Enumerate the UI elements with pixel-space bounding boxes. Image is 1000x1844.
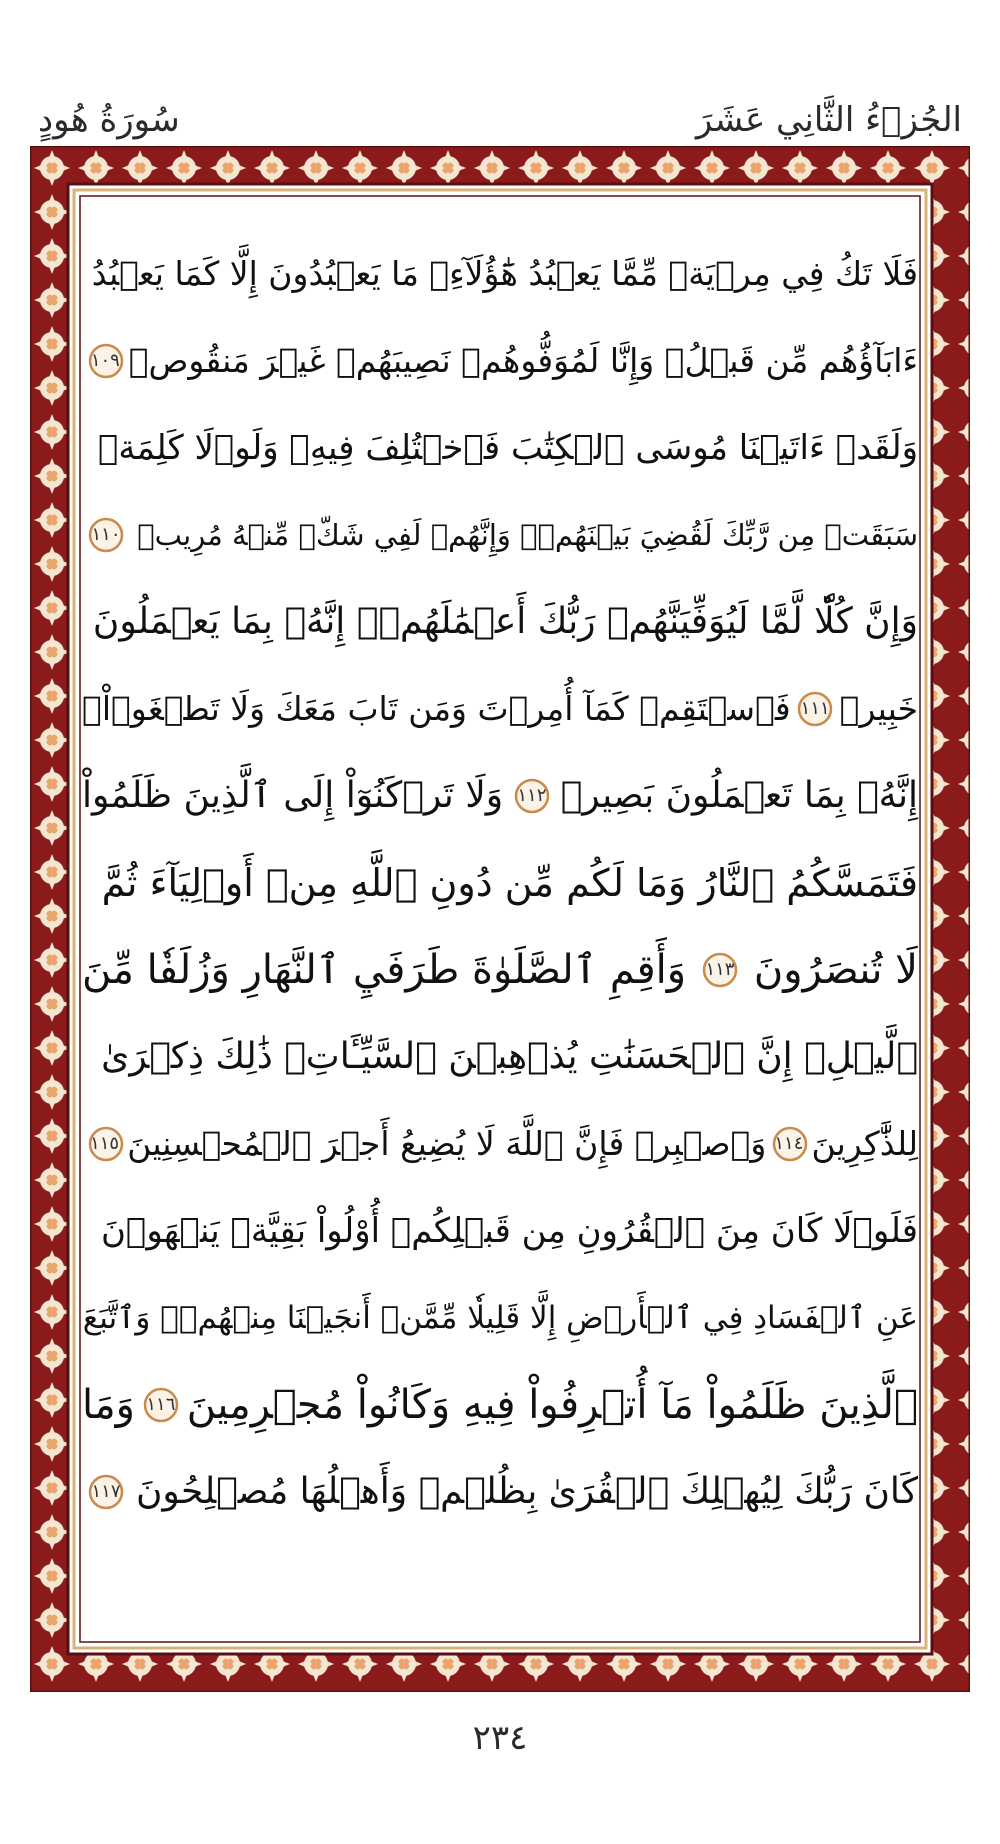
quran-text [82,230,918,1608]
ayah-number-marker: ١٠٩ [88,343,123,379]
text-line [82,1448,918,1535]
ayah-number-marker: ١١٥ [88,1126,121,1162]
verse-text: عَنِ ٱلۡفَسَادِ فِي ٱلۡأَرۡضِ إِلَّا قَلِيلٗا مِّمَّنۡ أَنجَيۡنَا مِنۡهُمۡۗ وَٱتَّبَعَ [82,1299,918,1336]
verse-text: فَلَا تَكُ فِي مِرۡيَةٖ مِّمَّا يَعۡبُدُ هَٰٓؤُلَآءِۚ مَا يَعۡبُدُونَ إِلَّا كَمَا يَعۡبُدُ [91,254,918,293]
text-line [82,1274,918,1361]
text-line [82,1361,918,1448]
verse-text: كَانَ رَبُّكَ لِيُهۡلِكَ ٱلۡقُرَىٰ بِظُلۡمٖ وَأَهۡلُهَا مُصۡلِحُونَ [135,1471,918,1512]
verse-text: وَإِنَّ كُلّٗا لَّمَّا لَيُوَفِّيَنَّهُمۡ رَبُّكَ أَعۡمَٰلَهُمۡۚ إِنَّهُۥ بِمَا يَعۡمَلُونَ [92,601,918,642]
verse-text: فَٱسۡتَقِمۡ كَمَآ أُمِرۡتَ وَمَن تَابَ مَعَكَ وَلَا تَطۡغَوۡاْۚ [82,689,791,728]
verse-text: سَبَقَتۡ مِن رَّبِّكَ لَقُضِيَ بَيۡنَهُمۡۚ وَإِنَّهُمۡ لَفِي شَكّٖ مِّنۡهُ مُرِيبٖ [137,517,918,552]
text-line [82,752,918,839]
verse-text: ٱلَّذِينَ ظَلَمُواْ مَآ أُتۡرِفُواْ فِيهِ وَكَانُواْ مُجۡرِمِينَ [186,1381,918,1428]
ayah-number-marker: ١١٧ [88,1474,124,1510]
text-line [82,839,918,926]
verse-text: فَتَمَسَّكُمُ ٱلنَّارُ وَمَا لَكُم مِّن دُونِ ٱللَّهِ مِنۡ أَوۡلِيَآءَ ثُمَّ [101,860,918,905]
page-number: ٢٣٤ [472,1718,528,1758]
verse-text: فَلَوۡلَا كَانَ مِنَ ٱلۡقُرُونِ مِن قَبۡلِكُمۡ أُوْلُواْ بَقِيَّةٖ يَنۡهَوۡنَ [100,1210,918,1251]
juz-header: الجُزۡءُ الثَّانِي عَشَرَ [695,100,962,140]
verse-text: وَأَقِمِ ٱلصَّلَوٰةَ طَرَفَيِ ٱلنَّهَارِ وَزُلَفٗا مِّنَ [82,946,687,993]
text-line [82,578,918,665]
text-line [82,230,918,317]
ayah-number-marker: ١١٠ [88,517,124,553]
text-line [82,1187,918,1274]
verse-text: ٱلَّيۡلِۚ إِنَّ ٱلۡحَسَنَٰتِ يُذۡهِبۡنَ ٱلسَّيِّـَٔاتِۚ ذَٰلِكَ ذِكۡرَىٰ [101,1036,918,1077]
ayah-number-marker: ١١١ [797,691,833,727]
verse-text: إِنَّهُۥ بِمَا تَعۡمَلُونَ بَصِيرٞ [560,775,918,816]
ayah-number-marker: ١١٣ [702,952,738,988]
verse-text: وَٱصۡبِرۡ فَإِنَّ ٱللَّهَ لَا يُضِيعُ أَجۡرَ ٱلۡمُحۡسِنِينَ [127,1124,767,1163]
text-line [82,926,918,1013]
verse-text: خَبِيرٞ [839,689,918,728]
verse-text: ءَابَآؤُهُم مِّن قَبۡلُۚ وَإِنَّا لَمُوَفُّوهُمۡ نَصِيبَهُمۡ غَيۡرَ مَنقُوصٖ [128,341,918,380]
text-line [82,1013,918,1100]
text-line [82,491,918,578]
text-line [82,665,918,752]
text-line [82,317,918,404]
ayah-number-marker: ١١٤ [772,1126,805,1162]
text-line [82,404,918,491]
surah-header: سُورَةُ هُودٍ [38,100,180,140]
ayah-number-marker: ١١٢ [514,778,550,814]
verse-text: لَا تُنصَرُونَ [753,946,918,993]
verse-text: لِلذَّٰكِرِينَ [811,1124,918,1163]
verse-text: وَلَا تَرۡكَنُوٓاْ إِلَى ٱلَّذِينَ ظَلَمُواْ [82,775,504,816]
text-line [82,1100,918,1187]
verse-text: وَمَا [82,1381,135,1428]
ayah-number-marker: ١١٦ [143,1387,179,1423]
verse-text: وَلَقَدۡ ءَاتَيۡنَا مُوسَى ٱلۡكِتَٰبَ فَٱخۡتُلِفَ فِيهِۚ وَلَوۡلَا كَلِمَةٞ [97,427,918,468]
